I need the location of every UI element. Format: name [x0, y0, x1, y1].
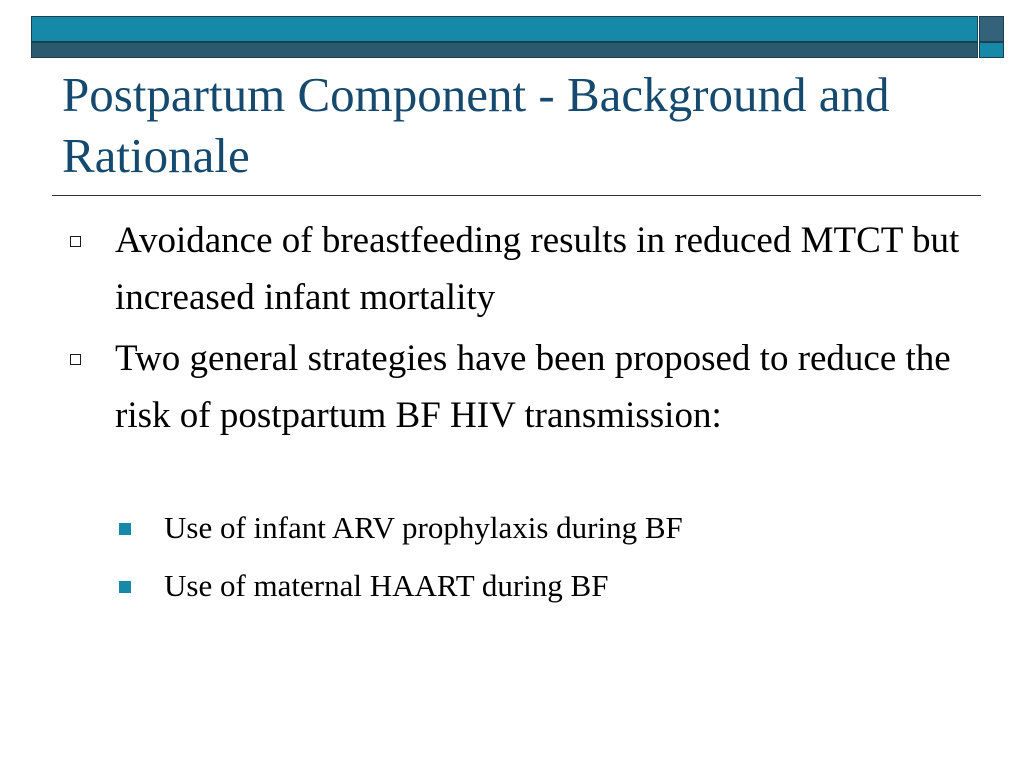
banner-corner-bottom-block — [979, 42, 1004, 58]
banner-bottom-stripe — [31, 42, 978, 58]
banner-top-stripe — [31, 16, 978, 42]
sub-bullet-text: Use of infant ARV prophylaxis during BF — [164, 510, 683, 545]
slide-title: Postpartum Component - Background and Rationale — [62, 67, 890, 183]
filled-square-bullet-icon — [119, 523, 131, 535]
sub-bullet-text: Use of maternal HAART during BF — [164, 568, 609, 603]
title-divider — [52, 195, 981, 196]
hollow-square-bullet-icon — [70, 354, 81, 365]
banner-bar — [31, 16, 978, 58]
filled-square-bullet-icon — [119, 581, 131, 593]
hollow-square-bullet-icon — [70, 236, 81, 247]
bullet-text: Avoidance of breastfeeding results in reduced MTCT but increased infant mortality — [115, 220, 960, 318]
banner-corner-top-block — [979, 16, 1004, 42]
bullet-text: Two general strategies have been proposed to reduce the risk of postpartum BF HIV transmission: — [115, 338, 951, 436]
